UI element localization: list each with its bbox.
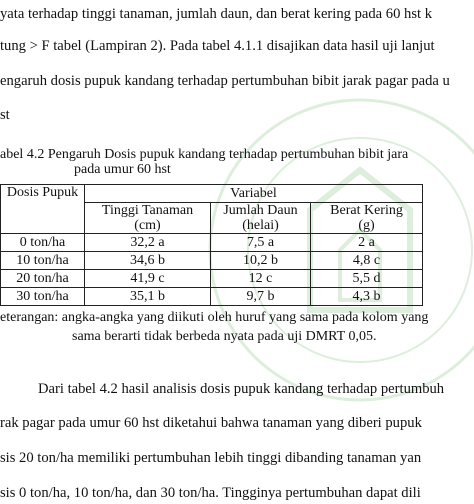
cell-daun: 10,2 b bbox=[211, 252, 311, 270]
cell-tinggi: 32,2 a bbox=[85, 234, 211, 252]
table-header-row bbox=[1, 185, 423, 203]
data-table bbox=[0, 184, 423, 306]
body-text-line: sis 0 ton/ha, 10 ton/ha, dan 30 ton/ha. Tingginya pertumbuhan dapat dili bbox=[0, 485, 421, 501]
table-note-continued: sama berarti tidak berbeda nyata pada uji DMRT 0,05. bbox=[72, 329, 377, 344]
table-row bbox=[1, 234, 423, 252]
body-text-line: engaruh dosis pupuk kandang terhadap pertumbuhan bibit jarak pagar pada u bbox=[0, 73, 450, 89]
cell-dose: 30 ton/ha bbox=[1, 288, 85, 306]
cell-tinggi: 35,1 b bbox=[85, 288, 211, 306]
cell-berat: 5,5 d bbox=[311, 270, 423, 288]
header-tinggi-tanaman: Tinggi Tanaman (cm) bbox=[85, 203, 211, 234]
table-caption: abel 4.2 Pengaruh Dosis pupuk kandang terhadap pertumbuhan bibit jara bbox=[0, 147, 409, 162]
cell-berat: 4,3 b bbox=[311, 288, 423, 306]
cell-dose: 20 ton/ha bbox=[1, 270, 85, 288]
body-text-line: tung > F tabel (Lampiran 2). Pada tabel 4.1.1 disajikan data hasil uji lanjut bbox=[0, 38, 435, 54]
cell-daun: 9,7 b bbox=[211, 288, 311, 306]
table-row bbox=[1, 252, 423, 270]
cell-tinggi: 34,6 b bbox=[85, 252, 211, 270]
body-text-line: st bbox=[0, 107, 10, 123]
body-text-line: sis 20 ton/ha memiliki pertumbuhan lebih tinggi dibanding tanaman yan bbox=[0, 450, 422, 466]
table-row bbox=[1, 288, 423, 306]
header-variabel: Variabel bbox=[85, 185, 423, 203]
table-caption-continued: pada umur 60 hst bbox=[74, 162, 171, 177]
body-text-line: rak pagar pada umur 60 hst diketahui bahwa tanaman yang diberi pupuk bbox=[0, 415, 422, 431]
body-text-line: yata terhadap tinggi tanaman, jumlah daun, dan berat kering pada 60 hst k bbox=[0, 6, 432, 22]
table-row bbox=[1, 270, 423, 288]
cell-dose: 10 ton/ha bbox=[1, 252, 85, 270]
header-berat-kering: Berat Kering (g) bbox=[311, 203, 423, 234]
cell-daun: 12 c bbox=[211, 270, 311, 288]
header-dosis-pupuk: Dosis Pupuk bbox=[1, 185, 85, 234]
cell-dose: 0 ton/ha bbox=[1, 234, 85, 252]
body-text-line: Dari tabel 4.2 hasil analisis dosis pupuk kandang terhadap pertumbuh bbox=[38, 381, 445, 397]
cell-berat: 4,8 c bbox=[311, 252, 423, 270]
cell-daun: 7,5 a bbox=[211, 234, 311, 252]
cell-berat: 2 a bbox=[311, 234, 423, 252]
cell-tinggi: 41,9 c bbox=[85, 270, 211, 288]
header-jumlah-daun: Jumlah Daun (helai) bbox=[211, 203, 311, 234]
table-note: eterangan: angka-angka yang diikuti oleh huruf yang sama pada kolom yang bbox=[0, 310, 429, 325]
